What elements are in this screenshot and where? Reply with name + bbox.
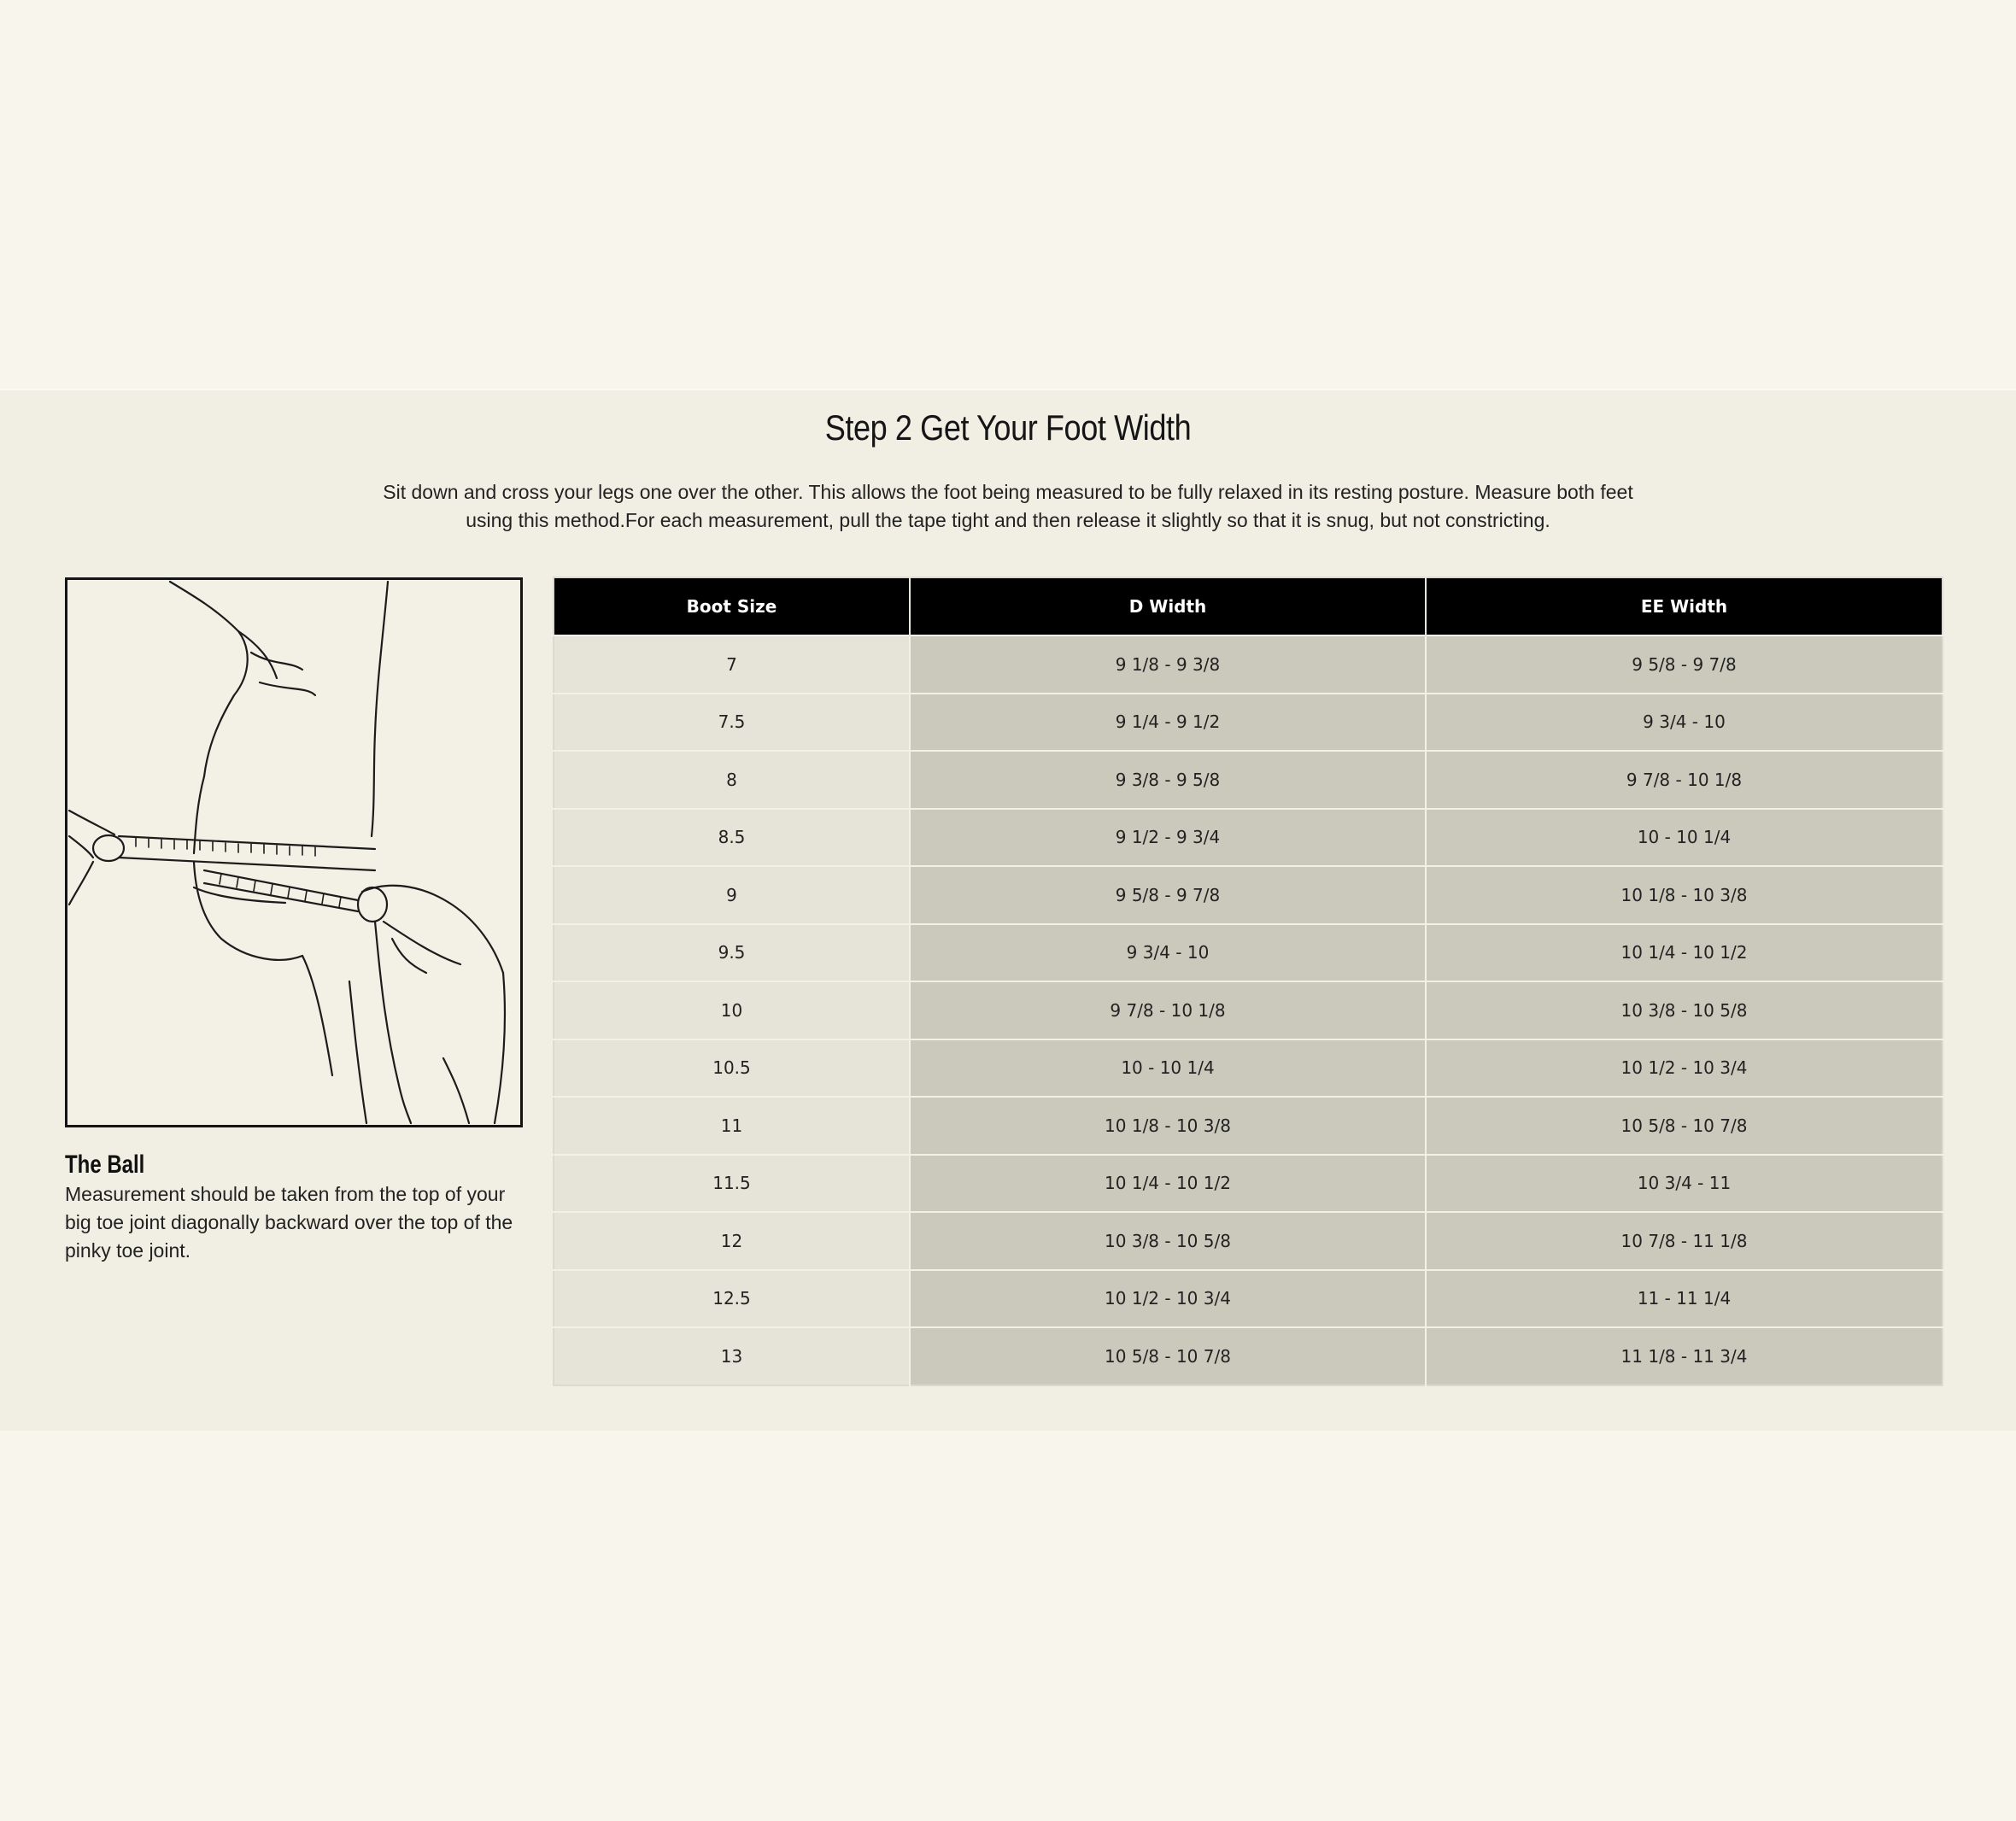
intro-line-2: using this method.For each measurement, pull the tape tight and then release it slightly so that it is snug, but not constricting.: [466, 509, 1550, 531]
foot-measurement-illustration: [65, 577, 523, 1127]
intro-text: [367, 478, 1649, 535]
ee-width-cell: 10 1/2 - 10 3/4: [1426, 1039, 1943, 1098]
boot-size-cell: 11: [554, 1097, 910, 1155]
figure-title: The Ball: [65, 1151, 145, 1179]
d-width-cell: 9 1/8 - 9 3/8: [910, 635, 1426, 694]
figure-caption: Measurement should be taken from the top of your big toe joint diagonally backward over the top of the pinky toe joint.: [65, 1183, 513, 1262]
ee-width-cell: 10 1/4 - 10 1/2: [1426, 924, 1943, 982]
table-row: [554, 866, 1943, 924]
boot-size-cell: 9: [554, 866, 910, 924]
ee-width-cell: 11 1/8 - 11 3/4: [1426, 1327, 1943, 1385]
d-width-cell: 10 1/4 - 10 1/2: [910, 1155, 1426, 1213]
boot-size-cell: 8: [554, 751, 910, 809]
intro-line-1: Sit down and cross your legs one over the other. This allows the foot being measured to be fully relaxed in its resting posture. Measure both feet: [383, 481, 1633, 503]
table-row: [554, 1097, 1943, 1155]
section-title: Step 2 Get Your Foot Width: [824, 407, 1192, 448]
table-row: [554, 751, 1943, 809]
ee-width-cell: 9 7/8 - 10 1/8: [1426, 751, 1943, 809]
header-d-width: D Width: [910, 577, 1426, 635]
boot-size-cell: 10.5: [554, 1039, 910, 1098]
header-ee-width: EE Width: [1426, 577, 1943, 635]
width-size-table: [553, 577, 1943, 1386]
ee-width-cell: 10 1/8 - 10 3/8: [1426, 866, 1943, 924]
boot-size-cell: 9.5: [554, 924, 910, 982]
d-width-cell: 10 1/8 - 10 3/8: [910, 1097, 1426, 1155]
d-width-cell: 10 1/2 - 10 3/4: [910, 1270, 1426, 1328]
d-width-cell: 9 5/8 - 9 7/8: [910, 866, 1426, 924]
d-width-cell: 10 - 10 1/4: [910, 1039, 1426, 1098]
boot-size-cell: 12.5: [554, 1270, 910, 1328]
d-width-cell: 9 1/4 - 9 1/2: [910, 694, 1426, 752]
boot-size-cell: 8.5: [554, 809, 910, 867]
boot-size-cell: 13: [554, 1327, 910, 1385]
table-header-row: [554, 577, 1943, 635]
ee-width-cell: 10 3/8 - 10 5/8: [1426, 981, 1943, 1039]
table-row: [554, 1327, 1943, 1385]
boot-size-cell: 7: [554, 635, 910, 694]
table-row: [554, 1270, 1943, 1328]
table-row: [554, 1212, 1943, 1270]
ee-width-cell: 9 5/8 - 9 7/8: [1426, 635, 1943, 694]
table-row: [554, 694, 1943, 752]
header-boot-size: Boot Size: [554, 577, 910, 635]
foot-width-section: [0, 389, 2016, 1431]
boot-size-cell: 10: [554, 981, 910, 1039]
ee-width-cell: 11 - 11 1/4: [1426, 1270, 1943, 1328]
table-row: [554, 635, 1943, 694]
table-row: [554, 1039, 1943, 1098]
ee-width-cell: 10 - 10 1/4: [1426, 809, 1943, 867]
boot-size-cell: 12: [554, 1212, 910, 1270]
d-width-cell: 9 3/8 - 9 5/8: [910, 751, 1426, 809]
ee-width-cell: 10 3/4 - 11: [1426, 1155, 1943, 1213]
d-width-cell: 9 3/4 - 10: [910, 924, 1426, 982]
ee-width-cell: 10 7/8 - 11 1/8: [1426, 1212, 1943, 1270]
boot-size-cell: 11.5: [554, 1155, 910, 1213]
table-row: [554, 924, 1943, 982]
d-width-cell: 9 7/8 - 10 1/8: [910, 981, 1426, 1039]
boot-size-cell: 7.5: [554, 694, 910, 752]
ee-width-cell: 9 3/4 - 10: [1426, 694, 1943, 752]
d-width-cell: 10 5/8 - 10 7/8: [910, 1327, 1426, 1385]
table-row: [554, 1155, 1943, 1213]
d-width-cell: 9 1/2 - 9 3/4: [910, 809, 1426, 867]
ee-width-cell: 10 5/8 - 10 7/8: [1426, 1097, 1943, 1155]
d-width-cell: 10 3/8 - 10 5/8: [910, 1212, 1426, 1270]
table-row: [554, 981, 1943, 1039]
table-row: [554, 809, 1943, 867]
